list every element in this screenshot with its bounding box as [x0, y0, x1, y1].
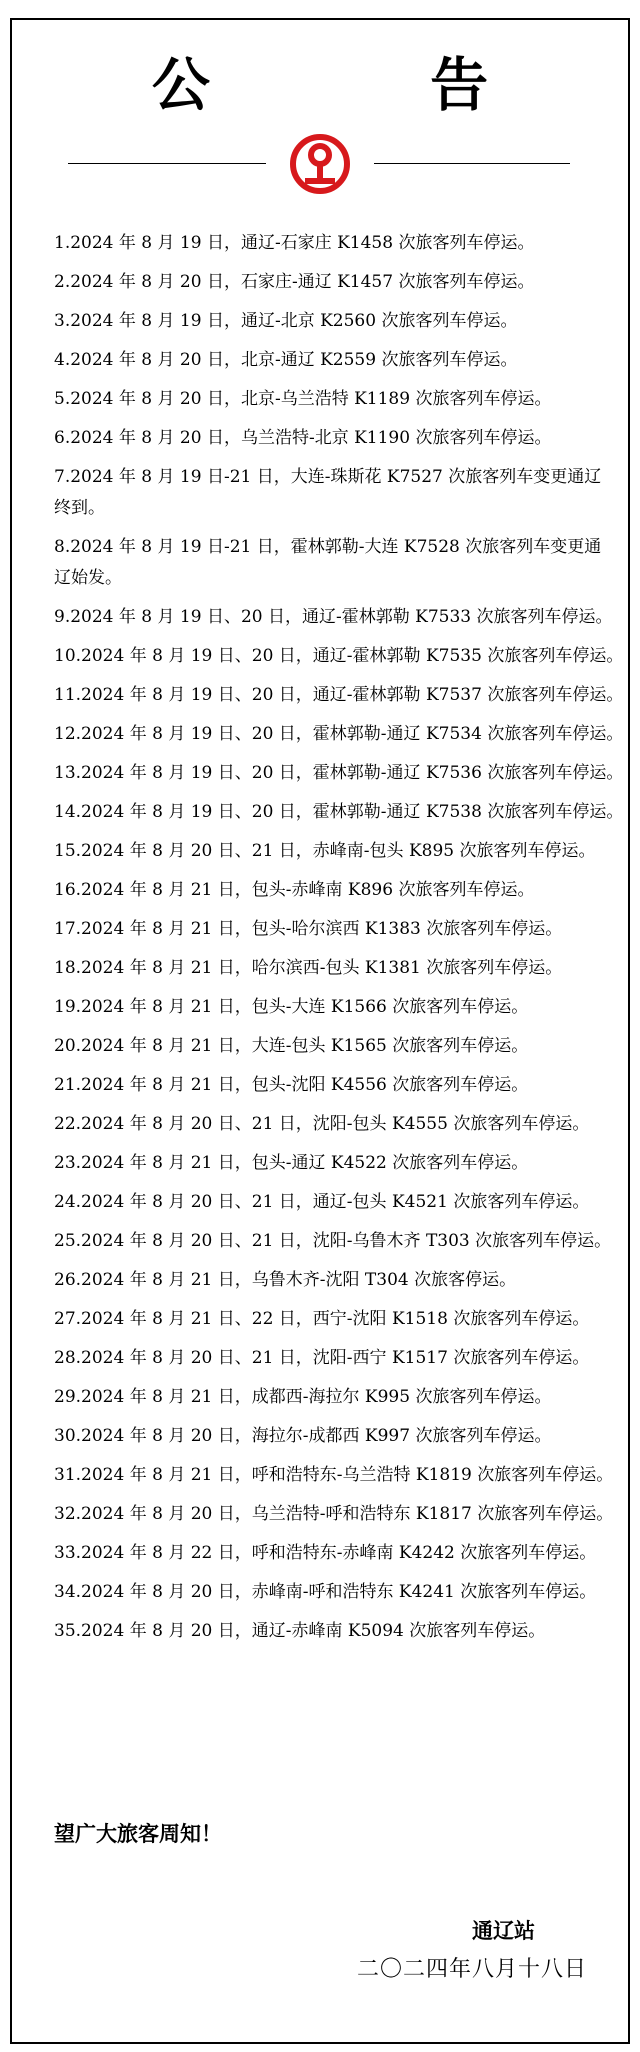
closing-remark: 望广大旅客周知！ — [54, 1821, 222, 1846]
notice-item: 31.2024 年 8 月 21 日，呼和浩特东-乌兰浩特 K1819 次旅客列车停运。 — [54, 1465, 614, 1485]
notice-item: 14.2024 年 8 月 19 日、20 日，霍林郭勒-通辽 K7538 次旅客列车停运。 — [54, 802, 624, 822]
notice-item: 6.2024 年 8 月 20 日，乌兰浩特-北京 K1190 次旅客列车停运。 — [54, 428, 552, 448]
notice-item: 18.2024 年 8 月 21 日，哈尔滨西-包头 K1381 次旅客列车停运。 — [54, 958, 563, 978]
notice-item: 30.2024 年 8 月 20 日，海拉尔-成都西 K997 次旅客列车停运。 — [54, 1426, 552, 1446]
notice-item-list — [24, 224, 624, 1651]
china-railway-logo-icon — [290, 134, 350, 194]
notice-title: 公 告 — [151, 51, 589, 119]
title-divider-left — [68, 163, 266, 164]
notice-item: 8.2024 年 8 月 19 日-21 日，霍林郭勒-大连 K7528 次旅客列车变更通辽始发。 — [54, 537, 602, 588]
notice-item: 4.2024 年 8 月 20 日，北京-通辽 K2559 次旅客列车停运。 — [54, 350, 518, 370]
notice-item: 34.2024 年 8 月 20 日，赤峰南-呼和浩特东 K4241 次旅客列车停运。 — [54, 1582, 597, 1602]
notice-item: 7.2024 年 8 月 19 日-21 日，大连-珠斯花 K7527 次旅客列车变更通辽终到。 — [54, 467, 602, 518]
notice-item: 9.2024 年 8 月 19 日、20 日，通辽-霍林郭勒 K7533 次旅客列车停运。 — [54, 607, 613, 627]
notice-item: 3.2024 年 8 月 19 日，通辽-北京 K2560 次旅客列车停运。 — [54, 311, 518, 331]
notice-item: 5.2024 年 8 月 20 日，北京-乌兰浩特 K1189 次旅客列车停运。 — [54, 389, 552, 409]
notice-item: 19.2024 年 8 月 21 日，包头-大连 K1566 次旅客列车停运。 — [54, 997, 529, 1017]
notice-item: 32.2024 年 8 月 20 日，乌兰浩特-呼和浩特东 K1817 次旅客列车停运。 — [54, 1504, 614, 1524]
title-divider-right — [374, 163, 570, 164]
notice-item: 26.2024 年 8 月 21 日，乌鲁木齐-沈阳 T304 次旅客停运。 — [54, 1270, 517, 1290]
notice-item: 11.2024 年 8 月 19 日、20 日，通辽-霍林郭勒 K7537 次旅客列车停运。 — [54, 685, 624, 705]
notice-page — [10, 18, 630, 2044]
signature-station: 通辽站 — [472, 1918, 535, 1943]
notice-item: 21.2024 年 8 月 21 日，包头-沈阳 K4556 次旅客列车停运。 — [54, 1075, 529, 1095]
notice-item: 28.2024 年 8 月 20 日、21 日，沈阳-西宁 K1517 次旅客列车停运。 — [54, 1348, 590, 1368]
signature-date: 二〇二四年八月十八日 — [357, 1957, 588, 1982]
notice-item: 17.2024 年 8 月 21 日，包头-哈尔滨西 K1383 次旅客列车停运。 — [54, 919, 563, 939]
notice-item: 29.2024 年 8 月 21 日，成都西-海拉尔 K995 次旅客列车停运。 — [54, 1387, 552, 1407]
notice-item: 10.2024 年 8 月 19 日、20 日，通辽-霍林郭勒 K7535 次旅客列车停运。 — [54, 646, 624, 666]
notice-item: 16.2024 年 8 月 21 日，包头-赤峰南 K896 次旅客列车停运。 — [54, 880, 535, 900]
notice-item: 20.2024 年 8 月 21 日，大连-包头 K1565 次旅客列车停运。 — [54, 1036, 529, 1056]
notice-item: 33.2024 年 8 月 22 日，呼和浩特东-赤峰南 K4242 次旅客列车停运。 — [54, 1543, 597, 1563]
notice-item: 23.2024 年 8 月 21 日，包头-通辽 K4522 次旅客列车停运。 — [54, 1153, 529, 1173]
notice-item: 35.2024 年 8 月 20 日，通辽-赤峰南 K5094 次旅客列车停运。 — [54, 1621, 546, 1641]
notice-item: 12.2024 年 8 月 19 日、20 日，霍林郭勒-通辽 K7534 次旅客列车停运。 — [54, 724, 624, 744]
notice-item: 27.2024 年 8 月 21 日、22 日，西宁-沈阳 K1518 次旅客列车停运。 — [54, 1309, 590, 1329]
notice-item: 1.2024 年 8 月 19 日，通辽-石家庄 K1458 次旅客列车停运。 — [54, 233, 535, 253]
notice-item: 13.2024 年 8 月 19 日、20 日，霍林郭勒-通辽 K7536 次旅客列车停运。 — [54, 763, 624, 783]
notice-item: 24.2024 年 8 月 20 日、21 日，通辽-包头 K4521 次旅客列车停运。 — [54, 1192, 590, 1212]
notice-item: 25.2024 年 8 月 20 日、21 日，沈阳-乌鲁木齐 T303 次旅客列车停运。 — [54, 1231, 612, 1251]
notice-item: 22.2024 年 8 月 20 日、21 日，沈阳-包头 K4555 次旅客列车停运。 — [54, 1114, 590, 1134]
notice-item: 15.2024 年 8 月 20 日、21 日，赤峰南-包头 K895 次旅客列车停运。 — [54, 841, 596, 861]
notice-item: 2.2024 年 8 月 20 日，石家庄-通辽 K1457 次旅客列车停运。 — [54, 272, 535, 292]
